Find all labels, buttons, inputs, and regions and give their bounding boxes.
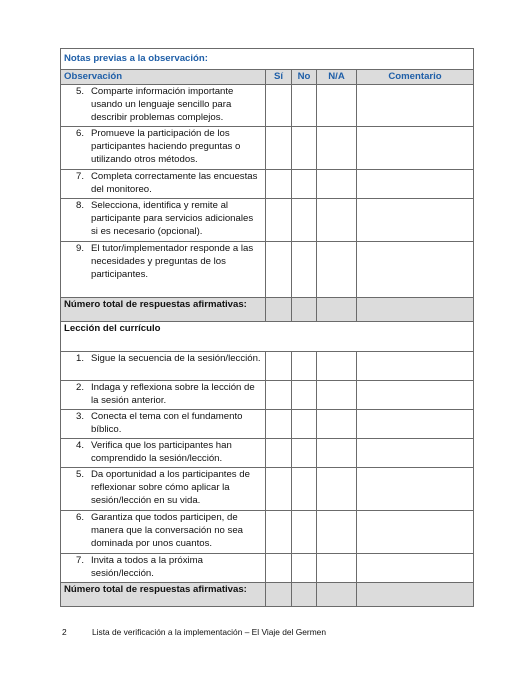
comment-cell[interactable] <box>357 352 474 381</box>
checklist-row <box>61 381 474 410</box>
notes-title: Notas previas a la observación: <box>61 49 474 70</box>
comment-cell[interactable] <box>357 127 474 170</box>
comment-cell[interactable] <box>357 199 474 242</box>
item-cell <box>61 199 266 242</box>
si-cell[interactable] <box>266 583 292 607</box>
item-text: Selecciona, identifica y remite al participante para servicios adicionales si es necesario (opcional). <box>91 200 254 238</box>
item-text: El tutor/implementador responde a las necesidades y preguntas de los participantes. <box>91 243 254 281</box>
item-text: Verifica que los participantes han comprendido la sesión/lección. <box>91 440 232 465</box>
comment-cell[interactable] <box>357 85 474 127</box>
no-cell[interactable] <box>292 410 317 439</box>
item-cell <box>61 352 266 381</box>
checklist-row <box>61 127 474 170</box>
checklist-table <box>60 48 474 607</box>
item-number: 2. <box>75 382 84 393</box>
na-cell[interactable] <box>317 511 357 554</box>
na-cell[interactable] <box>317 468 357 511</box>
comment-cell[interactable] <box>357 381 474 410</box>
no-cell[interactable] <box>292 298 317 322</box>
item-number: 6. <box>75 128 84 139</box>
no-cell[interactable] <box>292 468 317 511</box>
checklist-row <box>61 242 474 298</box>
comment-cell[interactable] <box>357 511 474 554</box>
checklist-row <box>61 170 474 199</box>
item-number: 8. <box>75 200 84 211</box>
si-cell[interactable] <box>266 410 292 439</box>
no-cell[interactable] <box>292 439 317 468</box>
comment-cell[interactable] <box>357 468 474 511</box>
item-cell <box>61 554 266 583</box>
si-cell[interactable] <box>266 127 292 170</box>
item-number: 4. <box>75 440 84 451</box>
no-cell[interactable] <box>292 170 317 199</box>
item-number: 6. <box>75 512 84 523</box>
si-cell[interactable] <box>266 554 292 583</box>
comment-cell[interactable] <box>357 583 474 607</box>
item-number: 5. <box>75 86 84 97</box>
na-cell[interactable] <box>317 439 357 468</box>
total-label: Número total de respuestas afirmativas: <box>61 583 266 607</box>
no-cell[interactable] <box>292 199 317 242</box>
item-cell <box>61 85 266 127</box>
si-cell[interactable] <box>266 298 292 322</box>
no-cell[interactable] <box>292 554 317 583</box>
item-text: Promueve la participación de los participantes haciendo preguntas o utilizando otros métodos. <box>91 128 241 166</box>
item-number: 5. <box>75 469 84 480</box>
na-cell[interactable] <box>317 554 357 583</box>
item-text: Garantiza que todos participen, de manera que la conversación no sea dominada por unos cuantos. <box>91 512 243 550</box>
si-cell[interactable] <box>266 242 292 298</box>
comment-cell[interactable] <box>357 298 474 322</box>
na-cell[interactable] <box>317 352 357 381</box>
item-cell <box>61 170 266 199</box>
na-cell[interactable] <box>317 298 357 322</box>
total-label: Número total de respuestas afirmativas: <box>61 298 266 322</box>
item-number: 3. <box>75 411 84 422</box>
item-text: Comparte información importante usando un lenguaje sencillo para describir problemas complejos. <box>91 86 234 124</box>
na-cell[interactable] <box>317 410 357 439</box>
header-row <box>61 70 474 85</box>
si-cell[interactable] <box>266 170 292 199</box>
item-number: 7. <box>75 555 84 566</box>
item-cell <box>61 511 266 554</box>
col-comentario: Comentario <box>357 70 474 85</box>
no-cell[interactable] <box>292 85 317 127</box>
no-cell[interactable] <box>292 127 317 170</box>
na-cell[interactable] <box>317 127 357 170</box>
si-cell[interactable] <box>266 511 292 554</box>
comment-cell[interactable] <box>357 410 474 439</box>
col-si: Sí <box>266 70 292 85</box>
page-number: 2 <box>62 627 67 637</box>
item-text: Indaga y reflexiona sobre la lección de la sesión anterior. <box>91 382 255 407</box>
col-no: No <box>292 70 317 85</box>
checklist-row <box>61 554 474 583</box>
section-row <box>61 322 474 352</box>
si-cell[interactable] <box>266 199 292 242</box>
no-cell[interactable] <box>292 511 317 554</box>
na-cell[interactable] <box>317 242 357 298</box>
total-row <box>61 583 474 607</box>
si-cell[interactable] <box>266 468 292 511</box>
item-text: Invita a todos a la próxima sesión/lección. <box>91 555 203 580</box>
checklist-row <box>61 199 474 242</box>
item-cell <box>61 439 266 468</box>
checklist-row <box>61 85 474 127</box>
checklist-row <box>61 511 474 554</box>
na-cell[interactable] <box>317 199 357 242</box>
na-cell[interactable] <box>317 85 357 127</box>
item-text: Sigue la secuencia de la sesión/lección. <box>91 353 261 364</box>
si-cell[interactable] <box>266 85 292 127</box>
item-cell <box>61 381 266 410</box>
item-text: Completa correctamente las encuestas del monitoreo. <box>91 171 258 196</box>
comment-cell[interactable] <box>357 242 474 298</box>
checklist-row <box>61 468 474 511</box>
item-number: 7. <box>75 171 84 182</box>
na-cell[interactable] <box>317 170 357 199</box>
si-cell[interactable] <box>266 352 292 381</box>
si-cell[interactable] <box>266 381 292 410</box>
comment-cell[interactable] <box>357 554 474 583</box>
item-text: Conecta el tema con el fundamento bíblico. <box>91 411 243 436</box>
item-text: Da oportunidad a los participantes de reflexionar sobre cómo aplicar la sesión/lección en su vida. <box>91 469 250 507</box>
no-cell[interactable] <box>292 352 317 381</box>
item-cell <box>61 468 266 511</box>
footer-text: Lista de verificación a la implementación – El Viaje del Germen <box>92 627 327 637</box>
item-number: 1. <box>75 353 84 364</box>
checklist-row <box>61 352 474 381</box>
na-cell[interactable] <box>317 381 357 410</box>
total-row <box>61 298 474 322</box>
checklist-row <box>61 439 474 468</box>
item-number: 9. <box>75 243 84 254</box>
section-title: Lección del currículo <box>61 322 474 352</box>
item-cell <box>61 127 266 170</box>
no-cell[interactable] <box>292 583 317 607</box>
col-na: N/A <box>317 70 357 85</box>
no-cell[interactable] <box>292 381 317 410</box>
item-cell <box>61 242 266 298</box>
comment-cell[interactable] <box>357 439 474 468</box>
si-cell[interactable] <box>266 439 292 468</box>
item-cell <box>61 410 266 439</box>
checklist-row <box>61 410 474 439</box>
comment-cell[interactable] <box>357 170 474 199</box>
col-observacion: Observación <box>61 70 266 85</box>
notes-row <box>61 49 474 70</box>
no-cell[interactable] <box>292 242 317 298</box>
na-cell[interactable] <box>317 583 357 607</box>
